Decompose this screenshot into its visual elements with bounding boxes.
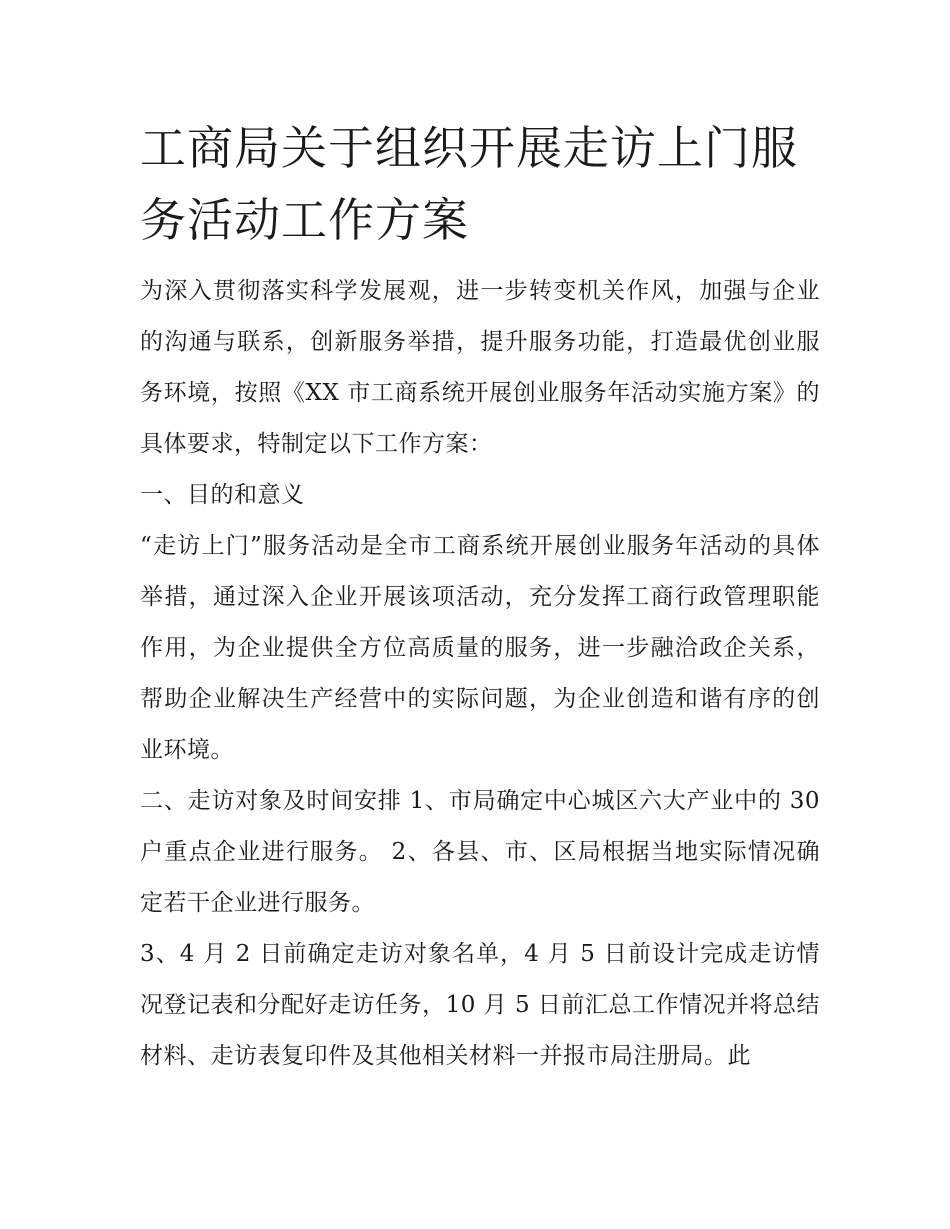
paragraph-targets-schedule: 二、走访对象及时间安排 1、市局确定中心城区六大产业中的 30 户重点企业进行服务。 2、各县、市、区局根据当地实际情况确定若干企业进行服务。 (140, 788, 820, 916)
document-title: 工商局关于组织开展走访上门服务活动工作方案 (140, 121, 798, 247)
paragraph-intro: 为深入贯彻落实科学发展观，进一步转变机关作风，加强与企业的沟通与联系，创新服务举措，提升服务功能，打造最优创业服务环境，按照《XX 市工商系统开展创业服务年活动实施方案》的具体要求，特制定以下工作方案： (140, 278, 820, 457)
document-body (140, 112, 820, 1082)
section-heading-purpose: 一、目的和意义 (140, 482, 305, 508)
paragraph-purpose: “走访上门”服务活动是全市工商系统开展创业服务年活动的具体举措，通过深入企业开展该项活动，充分发挥工商行政管理职能作用，为企业提供全方位高质量的服务，进一步融洽政企关系，帮助企业解决生产经营中的实际问题，为企业创造和谐有序的创业环境。 (140, 533, 820, 763)
paragraph-timeline: 3、4 月 2 日前确定走访对象名单，4 月 5 日前设计完成走访情况登记表和分配好走访任务，10 月 5 日前汇总工作情况并将总结材料、走访表复印件及其他相关材料一并报市局注册局。此 (140, 941, 820, 1069)
